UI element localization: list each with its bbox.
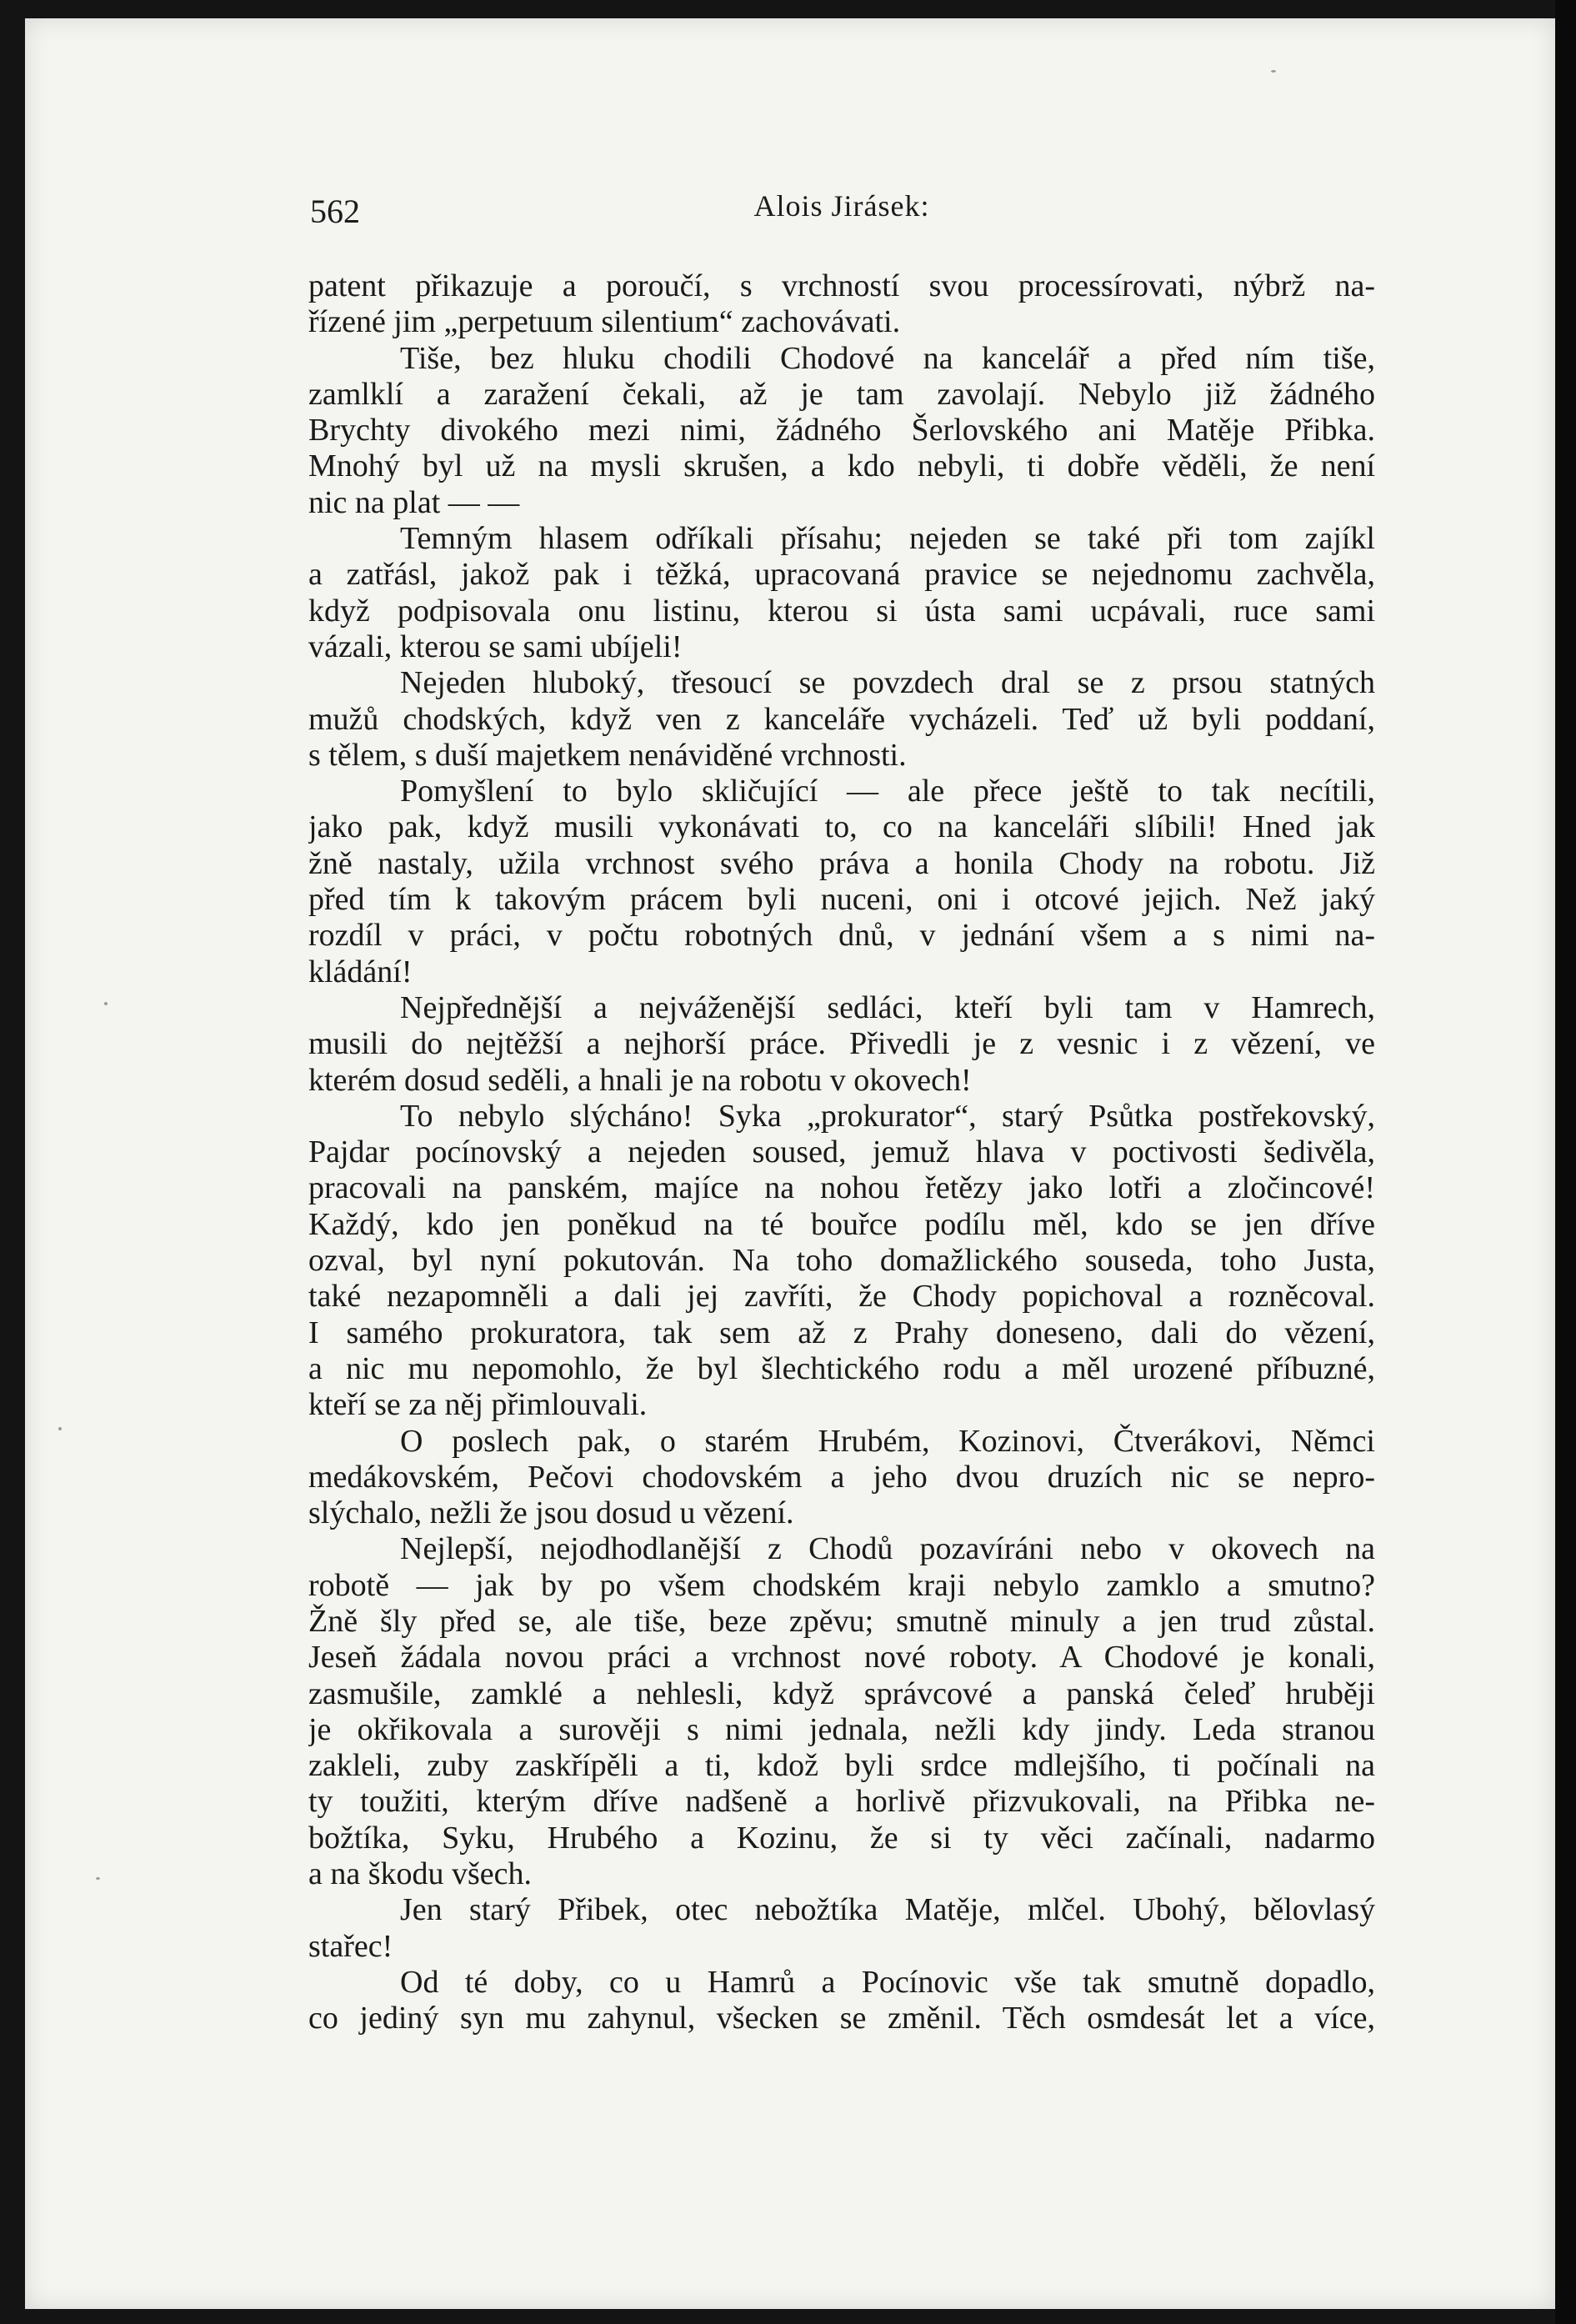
text-line: Temným hlasem odříkali přísahu; nejeden se také při tom zajíkl — [400, 521, 1375, 557]
text-line: řízené jim „perpetuum silentium“ zachovávati. — [308, 304, 901, 340]
paper-speck — [58, 1427, 62, 1430]
text-line: musili do nejtěžší a nejhorší práce. Přivedli je z vesnic i z vězení, ve — [308, 1026, 1375, 1062]
text-line: medákovském, Pečovi chodovském a jeho dvou druzích nic se nepro- — [308, 1459, 1375, 1495]
paper-speck — [104, 1002, 108, 1005]
text-line: žně nastaly, užila vrchnost svého práva a honila Chody na robotu. Již — [308, 845, 1375, 881]
text-line: Jeseň žádala novou práci a vrchnost nové roboty. A Chodové je konali, — [308, 1640, 1375, 1675]
running-head: Alois Jirásek: — [753, 189, 930, 223]
text-line: zakleli, zuby zaskřípěli a ti, kdož byli srdce mdlejšího, ti počínali na — [308, 1748, 1375, 1784]
paper-speck — [1271, 70, 1276, 73]
text-line: Mnohý byl už na mysli skrušen, a kdo nebyli, ti dobře věděli, že není — [308, 448, 1375, 484]
page-number: 562 — [310, 193, 360, 230]
text-line: je okřikovala a surověji s nimi jednala, nežli kdy jindy. Leda stranou — [308, 1711, 1375, 1747]
text-line: zasmušile, zamklé a nehlesli, když správcové a panská čeleď hruběji — [308, 1675, 1375, 1711]
text-line: také nezapomněli a dali jej zavříti, že Chody popichoval a rozněcoval. — [308, 1279, 1375, 1315]
text-line: božtíka, Syku, Hrubého a Kozinu, že si ty věci začínali, nadarmo — [308, 1820, 1375, 1856]
text-line: když podpisovala onu listinu, kterou si ústa sami ucpávali, ruce sami — [308, 593, 1375, 629]
text-line: rozdíl v práci, v počtu robotných dnů, v jednání všem a s nimi na- — [308, 918, 1375, 954]
text-line: a nic mu nepomohlo, že byl šlechtického rodu a měl urozené příbuzné, — [308, 1350, 1375, 1386]
text-line: Pomyšlení to bylo skličující — ale přece ještě to tak necítili, — [400, 774, 1375, 809]
text-line: mužů chodských, když ven z kanceláře vycházeli. Teď už byli poddaní, — [308, 701, 1375, 737]
text-line: Brychty divokého mezi nimi, žádného Šerlovského ani Matěje Přibka. — [308, 413, 1375, 448]
text-line: stařec! — [308, 1928, 393, 1964]
text-line: slýchalo, nežli že jsou dosud u vězení. — [308, 1495, 794, 1531]
text-line: ty toužiti, kterým dříve nadšeně a horlivě přizvukovali, na Přibka ne- — [308, 1784, 1375, 1820]
text-line: Nejpřednější a nejváženější sedláci, kteří byli tam v Hamrech, — [400, 989, 1375, 1025]
text-line: robotě — jak by po všem chodském kraji nebylo zamklo a smutno? — [308, 1567, 1375, 1603]
text-line: vázali, kterou se sami ubíjeli! — [308, 629, 683, 664]
text-line: Nejlepší, nejodhodlanější z Chodů pozavíráni nebo v okovech na — [400, 1531, 1375, 1567]
text-line: Jen starý Přibek, otec nebožtíka Matěje, mlčel. Ubohý, bělovlasý — [400, 1892, 1375, 1928]
text-line: zamlklí a zaražení čekali, až je tam zavolají. Nebylo již žádného — [308, 376, 1375, 412]
text-line: ozval, byl nyní pokutován. Na toho domažlického souseda, toho Justa, — [308, 1243, 1375, 1279]
text-line: kterém dosud seděli, a hnali je na robotu v okovech! — [308, 1062, 972, 1098]
text-line: před tím k takovým prácem byli nuceni, oni i otcové jejich. Než jaký — [308, 882, 1375, 918]
text-line: Tiše, bez hluku chodili Chodové na kancelář a před ním tiše, — [400, 340, 1375, 376]
text-line: Nejeden hluboký, třesoucí se povzdech dral se z prsou statných — [400, 665, 1375, 701]
text-line: nic na plat — — — [308, 484, 520, 520]
body-text — [308, 268, 1375, 2037]
text-line: Od té doby, co u Hamrů a Pocínovic vše tak smutně dopadlo, — [400, 1964, 1375, 2000]
text-line: Žně šly před se, ale tiše, beze zpěvu; smutně minuly a jen trud zůstal. — [308, 1603, 1375, 1639]
text-line: Každý, kdo jen poněkud na té bouřce podílu měl, kdo se jen dříve — [308, 1206, 1375, 1242]
text-line: Pajdar pocínovský a nejeden soused, jemuž hlava v poctivosti šedivěla, — [308, 1134, 1375, 1170]
page-header — [310, 188, 1373, 232]
text-line: To nebylo slýcháno! Syka „prokurator“, starý Psůtka postřekovský, — [400, 1098, 1375, 1134]
text-line: jako pak, když musili vykonávati to, co na kanceláři slíbili! Hned jak — [308, 809, 1375, 845]
paper-speck — [96, 1877, 100, 1880]
text-line: a na škodu všech. — [308, 1856, 533, 1892]
text-line: s tělem, s duší majetkem nenáviděné vrchnosti. — [308, 737, 907, 773]
text-line: patent přikazuje a poroučí, s vrchností svou processírovati, nýbrž na- — [308, 268, 1375, 303]
text-line: kládání! — [308, 954, 413, 989]
text-line: a zatřásl, jakož pak i těžká, upracovaná pravice se nejednomu zachvěla, — [308, 557, 1375, 593]
text-line: I samého prokuratora, tak sem až z Prahy doneseno, dali do vězení, — [308, 1315, 1375, 1350]
text-line: co jediný syn mu zahynul, všecken se změnil. Těch osmdesát let a více, — [308, 2001, 1375, 2036]
scan-edge — [1555, 0, 1576, 2324]
text-line: O poslech pak, o starém Hrubém, Kozinovi, Čtverákovi, Němci — [400, 1423, 1375, 1459]
text-line: pracovali na panském, majíce na nohou řetězy jako lotři a zločincové! — [308, 1170, 1375, 1206]
text-line: kteří se za něj přimlouvali. — [308, 1387, 648, 1423]
